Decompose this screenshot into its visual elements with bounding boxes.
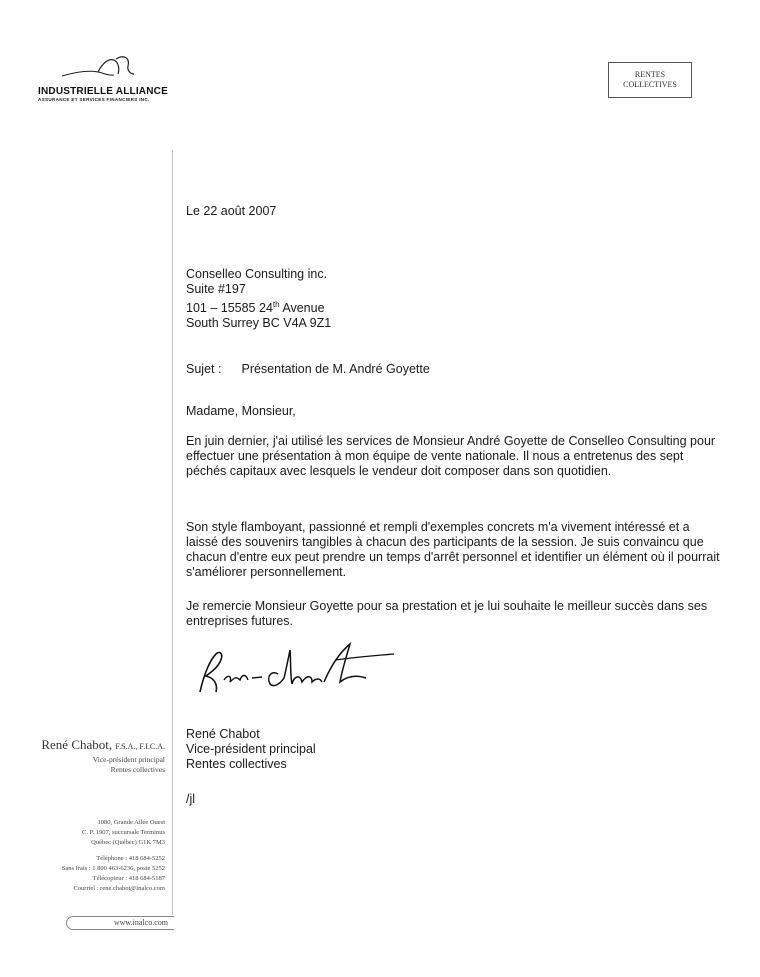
recipient-city: South Surrey BC V4A 9Z1 (186, 316, 332, 331)
sidebar-website: www.inalco.com (66, 916, 174, 930)
sidebar-credentials: F.S.A., F.I.C.A. (115, 742, 165, 751)
sidebar-address-line: 1080, Grande Allée Ouest (97, 819, 165, 826)
letter-date: Le 22 août 2007 (186, 204, 277, 218)
typist-initials: /jl (186, 792, 196, 806)
company-name: INDUSTRIELLE ALLIANCE (38, 86, 168, 97)
signer-department: Rentes collectives (186, 757, 287, 771)
letter-paragraph-1: En juin dernier, j'ai utilisé les services de Monsieur André Goyette de Conselleo Consulting pour effectuer une présentation à mon équipe de vente nationale. Il nous a entretenus des sept péchés capitaux avec lesquels le vendeur doit composer dans son quotidien. (186, 434, 716, 478)
street-suffix: Avenue (279, 301, 325, 316)
sidebar-tollfree: Sans frais : 1 800 463-6236, poste 5252 (61, 865, 165, 872)
subject-label: Sujet : (186, 362, 222, 376)
company-tagline: ASSURANCE ET SERVICES FINANCIERS INC. (38, 97, 150, 102)
letter-subject (186, 362, 430, 377)
sidebar-title-block (93, 755, 165, 775)
sidebar-contact-block (62, 818, 165, 894)
signer-block (186, 727, 316, 772)
stamp-line-2: COLLECTIVES (623, 80, 677, 89)
subject-text: Présentation de M. André Goyette (241, 362, 430, 376)
sidebar-department: Rentes collectives (110, 765, 165, 774)
sidebar-name-text: René Chabot, (41, 737, 113, 752)
sidebar-address-line: C. P. 1907, succursale Terminus (81, 829, 165, 836)
sidebar-address-line: Québec (Québec) G1K 7M3 (91, 839, 165, 846)
recipient-suite: Suite #197 (186, 282, 246, 296)
sidebar-title: Vice-président principal (92, 755, 165, 764)
street-prefix: 101 – 15585 24 (186, 301, 273, 316)
sidebar-name (41, 737, 165, 753)
logo-wave-icon (58, 50, 138, 84)
handwritten-signature (190, 640, 395, 702)
letter-paragraph-2: Son style flamboyant, passionné et rempli d'exemples concrets m'a vivement intéressé et a laissé des souvenirs tangibles à chacun des participants de la session. Je suis convaincu que chacun d'entre eux peut prendre un temps d'arrêt personnel et identifier un élément où il pourrait s'améliorer personnellement. (186, 520, 720, 579)
recipient-company: Conselleo Consulting inc. (186, 267, 328, 281)
letter-paragraph-3: Je remercie Monsieur Goyette pour sa prestation et je lui souhaite le meilleur succès dans ses entreprises futures. (186, 599, 708, 628)
sidebar-phone: Téléphone : 418 684-5252 (96, 855, 165, 862)
stamp-line-1: RENTES (634, 70, 666, 79)
department-stamp (608, 62, 692, 98)
sidebar-email: Courriel : rene.chabot@inalco.com (73, 885, 165, 892)
company-logo (58, 50, 138, 84)
letter-salutation: Madame, Monsieur, (186, 404, 296, 418)
signer-name: René Chabot (186, 727, 260, 741)
street-ordinal: th (272, 300, 280, 309)
margin-divider (172, 150, 173, 915)
sidebar-fax: Télécopieur : 418 684-5187 (92, 875, 165, 882)
signer-title: Vice-président principal (186, 742, 316, 756)
recipient-address (186, 267, 331, 331)
recipient-street (186, 297, 331, 316)
